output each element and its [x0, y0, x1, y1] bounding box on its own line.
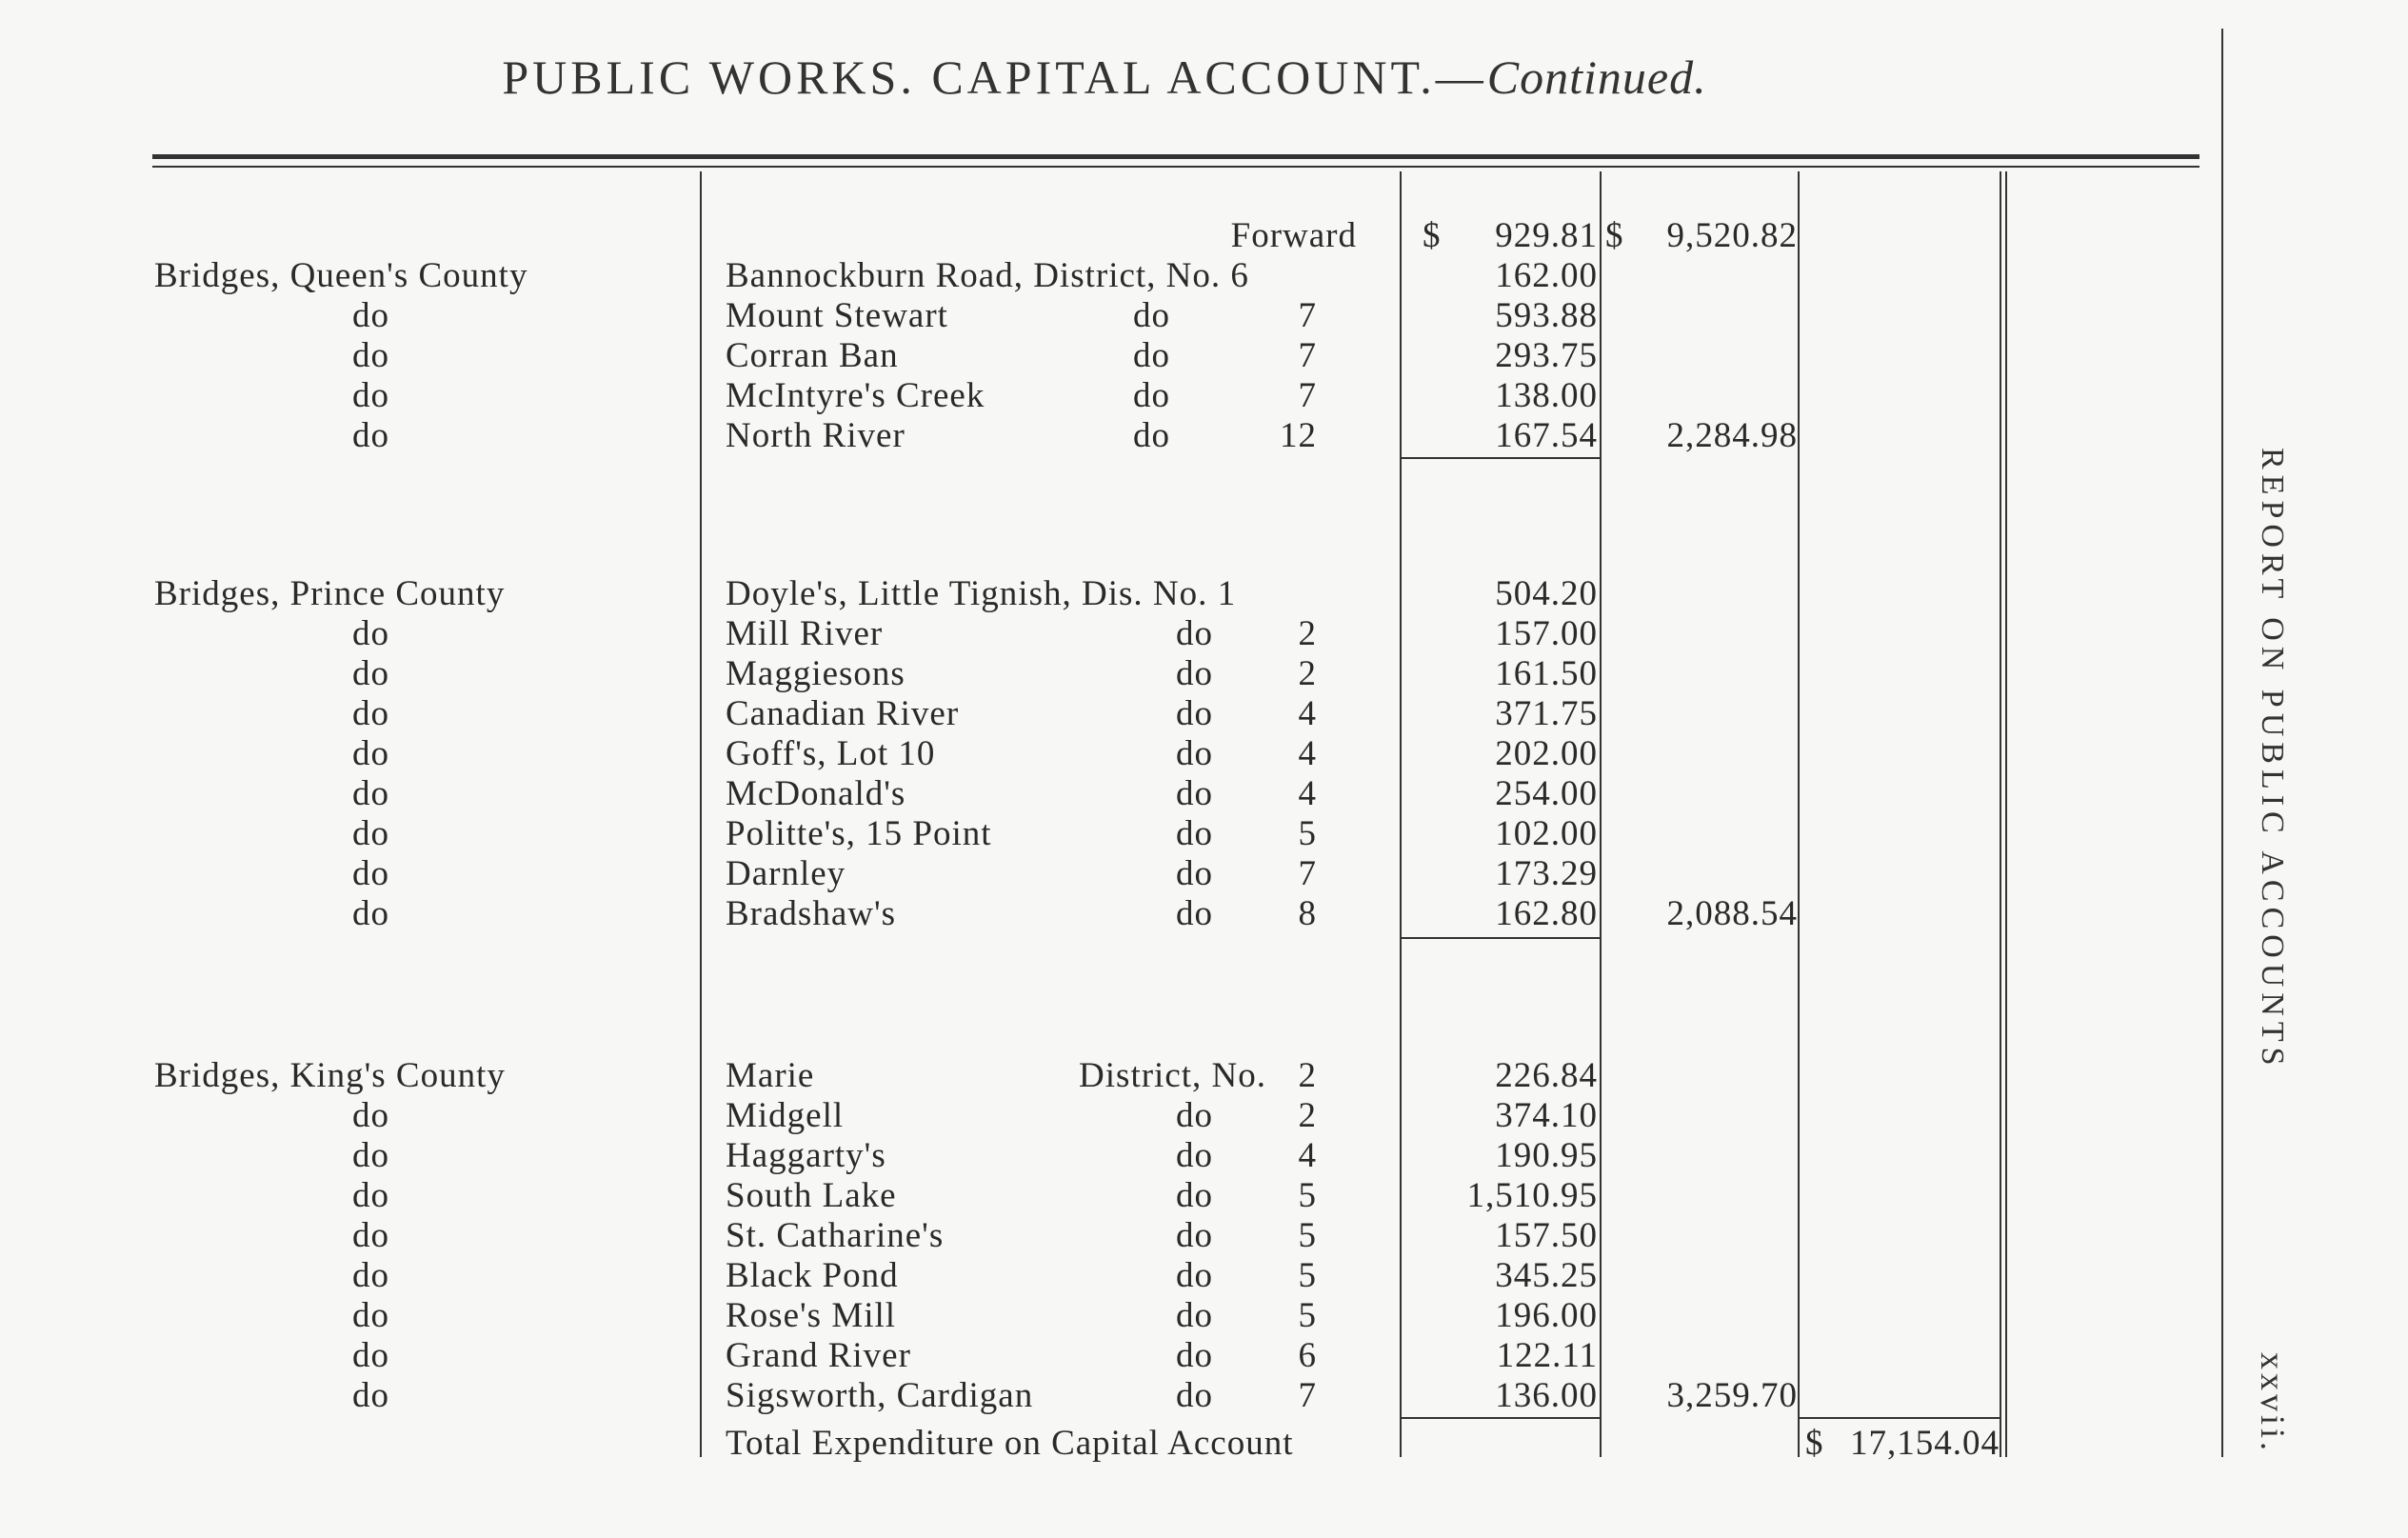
place-name: Maggiesons [726, 654, 905, 693]
ditto: do [352, 894, 389, 933]
district-number: 7 [1298, 854, 1317, 893]
table-row [0, 1215, 2408, 1255]
table-row [0, 255, 2408, 295]
amount: 136.00 [1495, 1376, 1598, 1415]
district-ditto: do [1133, 376, 1170, 415]
district-number: 2 [1298, 654, 1317, 693]
section-subtotal: 3,259.70 [1666, 1376, 1798, 1415]
district-number: 4 [1298, 774, 1317, 813]
amount: 593.88 [1495, 296, 1598, 335]
amount: 1,510.95 [1466, 1176, 1598, 1215]
ditto: do [352, 654, 389, 693]
header-rule-thin [152, 166, 2199, 168]
district-ditto: do [1176, 614, 1213, 653]
amount: 196.00 [1495, 1296, 1598, 1335]
district-label: District, No. [1079, 1056, 1266, 1095]
table-row [0, 415, 2408, 455]
title-continued: Continued. [1486, 50, 1707, 104]
district-number: 2 [1298, 614, 1317, 653]
table-row [0, 1095, 2408, 1135]
title-main: PUBLIC WORKS. CAPITAL ACCOUNT.— [502, 50, 1487, 104]
district-ditto: do [1176, 854, 1213, 893]
district-number: 4 [1298, 734, 1317, 773]
amount: 202.00 [1495, 734, 1598, 773]
forward-subtotal: 9,520.82 [1666, 216, 1798, 255]
place-name: Goff's, Lot 10 [726, 734, 936, 773]
place-name: North River [726, 416, 905, 455]
district-ditto: do [1176, 1336, 1213, 1375]
district-number: 7 [1298, 376, 1317, 415]
amount: 254.00 [1495, 774, 1598, 813]
forward-row [0, 215, 2408, 255]
district-ditto: do [1133, 416, 1170, 455]
subtotal-rule [1402, 937, 1600, 939]
amount: 504.20 [1495, 574, 1598, 613]
table-row [0, 375, 2408, 415]
place-name: Rose's Mill [726, 1296, 897, 1335]
place-name: St. Catharine's [726, 1216, 945, 1255]
ditto: do [352, 814, 389, 853]
table-row [0, 813, 2408, 853]
place-name: Bannockburn Road, District, No. 6 [726, 256, 1249, 295]
district-ditto: do [1176, 1256, 1213, 1295]
forward-dollar2: $ [1605, 216, 1624, 255]
district-number: 12 [1280, 416, 1317, 455]
place-name: Corran Ban [726, 336, 899, 375]
amount: 226.84 [1495, 1056, 1598, 1095]
district-ditto: do [1176, 894, 1213, 933]
ditto: do [352, 854, 389, 893]
ditto: do [352, 1336, 389, 1375]
place-name: South Lake [726, 1176, 897, 1215]
table-row [0, 893, 2408, 933]
table-row [0, 733, 2408, 773]
district-number: 4 [1298, 1136, 1317, 1175]
place-name: Doyle's, Little Tignish, Dis. No. 1 [726, 574, 1237, 613]
district-number: 7 [1298, 1376, 1317, 1415]
forward-amount: 929.81 [1495, 216, 1598, 255]
amount: 162.80 [1495, 894, 1598, 933]
district-number: 6 [1298, 1336, 1317, 1375]
place-name: Sigsworth, Cardigan [726, 1376, 1034, 1415]
district-ditto: do [1133, 296, 1170, 335]
county-label: Bridges, Queen's County [154, 256, 528, 295]
place-name: Darnley [726, 854, 846, 893]
district-ditto: do [1176, 1096, 1213, 1135]
section-subtotal: 2,088.54 [1666, 894, 1798, 933]
table-row [0, 853, 2408, 893]
ditto: do [352, 376, 389, 415]
district-number: 5 [1298, 1296, 1317, 1335]
district-number: 7 [1298, 336, 1317, 375]
place-name: McIntyre's Creek [726, 376, 985, 415]
forward-dollar: $ [1423, 216, 1442, 255]
ditto: do [352, 1296, 389, 1335]
district-ditto: do [1133, 336, 1170, 375]
place-name: Black Pond [726, 1256, 899, 1295]
ditto: do [352, 1136, 389, 1175]
district-ditto: do [1176, 1376, 1213, 1415]
district-number: 5 [1298, 1216, 1317, 1255]
table-row [0, 773, 2408, 813]
amount: 157.50 [1495, 1216, 1598, 1255]
amount: 173.29 [1495, 854, 1598, 893]
place-name: Grand River [726, 1336, 911, 1375]
place-name: Bradshaw's [726, 894, 897, 933]
header-rule-thick [152, 154, 2199, 159]
ditto: do [352, 1176, 389, 1215]
amount: 374.10 [1495, 1096, 1598, 1135]
district-ditto: do [1176, 1176, 1213, 1215]
page-title [0, 50, 2209, 105]
district-number: 8 [1298, 894, 1317, 933]
place-name: Haggarty's [726, 1136, 886, 1175]
district-ditto: do [1176, 1136, 1213, 1175]
table-row [0, 1175, 2408, 1215]
district-number: 7 [1298, 296, 1317, 335]
amount: 161.50 [1495, 654, 1598, 693]
total-rule [1800, 1417, 2000, 1419]
amount: 293.75 [1495, 336, 1598, 375]
amount: 122.11 [1496, 1336, 1598, 1375]
ditto: do [352, 296, 389, 335]
district-ditto: do [1176, 774, 1213, 813]
table-row [0, 1375, 2408, 1415]
total-label: Total Expenditure on Capital Account [726, 1424, 1294, 1463]
district-ditto: do [1176, 654, 1213, 693]
amount: 190.95 [1495, 1136, 1598, 1175]
district-number: 5 [1298, 1176, 1317, 1215]
place-name: Politte's, 15 Point [726, 814, 992, 853]
ditto: do [352, 1096, 389, 1135]
table-row [0, 1295, 2408, 1335]
place-name: McDonald's [726, 774, 906, 813]
district-ditto: do [1176, 694, 1213, 733]
amount: 345.25 [1495, 1256, 1598, 1295]
subtotal-rule [1402, 457, 1600, 459]
table-row [0, 1135, 2408, 1175]
district-ditto: do [1176, 734, 1213, 773]
table-row [0, 653, 2408, 693]
table-row [0, 613, 2408, 653]
table-row [0, 295, 2408, 335]
amount: 162.00 [1495, 256, 1598, 295]
county-label: Bridges, King's County [154, 1056, 506, 1095]
table-row [0, 335, 2408, 375]
district-number: 5 [1298, 1256, 1317, 1295]
ditto: do [352, 1216, 389, 1255]
table-row [0, 1255, 2408, 1295]
place-name: Canadian River [726, 694, 960, 733]
page-number: xxvii. [2254, 1352, 2292, 1455]
district-ditto: do [1176, 814, 1213, 853]
amount: 167.54 [1495, 416, 1598, 455]
amount: 138.00 [1495, 376, 1598, 415]
district-number: 4 [1298, 694, 1317, 733]
ditto: do [352, 336, 389, 375]
ditto: do [352, 1376, 389, 1415]
table-row [0, 693, 2408, 733]
table-row [0, 1055, 2408, 1095]
district-number: 2 [1298, 1056, 1317, 1095]
place-name: Mount Stewart [726, 296, 948, 335]
amount: 102.00 [1495, 814, 1598, 853]
table-row [0, 573, 2408, 613]
ditto: do [352, 734, 389, 773]
district-ditto: do [1176, 1296, 1213, 1335]
ditto: do [352, 774, 389, 813]
place-name: Mill River [726, 614, 884, 653]
forward-label: Forward [1230, 216, 1357, 255]
ditto: do [352, 1256, 389, 1295]
district-ditto: do [1176, 1216, 1213, 1255]
total-dollar: $ [1805, 1424, 1824, 1463]
place-name: Midgell [726, 1096, 845, 1135]
running-title: REPORT ON PUBLIC ACCOUNTS [2255, 448, 2290, 1071]
total-row [0, 1423, 2408, 1463]
subtotal-rule [1402, 1417, 1600, 1419]
amount: 371.75 [1495, 694, 1598, 733]
section-subtotal: 2,284.98 [1666, 416, 1798, 455]
total-amount: 17,154.04 [1850, 1424, 2000, 1463]
place-name: Marie [726, 1056, 815, 1095]
district-number: 2 [1298, 1096, 1317, 1135]
district-number: 5 [1298, 814, 1317, 853]
ditto: do [352, 694, 389, 733]
table-row [0, 1335, 2408, 1375]
ditto: do [352, 614, 389, 653]
county-label: Bridges, Prince County [154, 574, 506, 613]
amount: 157.00 [1495, 614, 1598, 653]
ditto: do [352, 416, 389, 455]
